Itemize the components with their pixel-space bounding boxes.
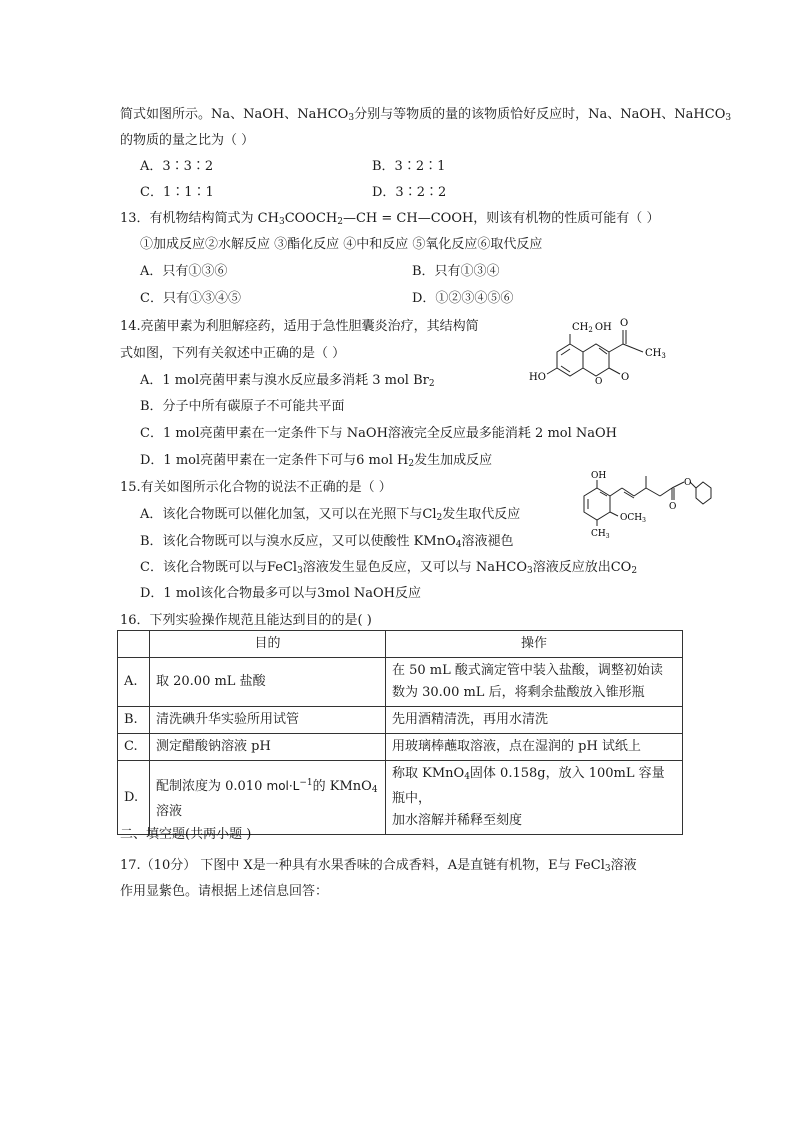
q16-stem: 16．下列实验操作规范且能达到目的的是( ) [120,613,372,628]
q12-option-d: D．3∶2∶2 [372,185,447,200]
row-purpose: 配制浓度为 0.010 $mol\cdot L^{-1}$的 KMnO$_4$ 溶液 [150,761,386,835]
svg-text:CH3: $CH_3$ [645,348,666,360]
table-cell [118,631,150,658]
table-row [118,761,683,835]
q17-line2: 作用显紫色。请根据上述信息回答： [120,884,329,899]
row-purpose: 取 20.00 mL 盐酸 [150,658,386,707]
q17-line1: 17.（10分） 下图中 X是一种具有水果香味的合成香料，A是直链有机物，E与 FeCl$_3$溶液 [120,858,637,874]
row-label: B. [118,707,150,734]
row-label: C. [118,734,150,761]
q16-table [117,630,683,835]
row-operation: 用玻璃棒蘸取溶液，点在湿润的 pH 试纸上 [386,734,683,761]
q12-line2: 的物质的量之比为（ ） [120,133,255,148]
row-operation: 称取 KMnO$_4$固体 0.158g，放入 100mL 容量瓶中， 加水溶解并稀释至刻度 [386,761,683,835]
svg-text:OH: OH [591,471,607,481]
row-label: A. [118,658,150,707]
q13-option-a: A．只有①③⑥ [140,264,228,279]
q15-stem: 15.有关如图所示化合物的说法不正确的是（ ） [120,480,392,495]
svg-text:O: O [621,372,630,383]
table-header-row [118,631,683,658]
q15-option-a: A．该化合物既可以催化加氢，又可以在光照下与$Cl_2$发生取代反应 [140,507,521,523]
q15-option-c: C．该化合物既可以与FeCl$_3$溶液发生显色反应，又可以与 NaHCO$_3$溶液反应放出$CO_2$ [140,560,638,576]
q12-line1: 简式如图所示。Na、NaOH、NaHCO$_3$分别与等物质的量的该物质恰好反应时，Na、NaOH、NaHCO$_3$ [120,107,732,123]
q13-option-c: C．只有①③④⑤ [140,291,241,306]
q13-option-d: D．①②③④⑤⑥ [412,291,514,306]
section-heading: 二、填空题(共两小题 ) [120,827,252,842]
row-operation: 先用酒精清洗，再用水清洗 [386,707,683,734]
q14-option-a: A．1 mol亮菌甲素与溴水反应最多消耗 3 mol $Br_2$ [140,373,435,389]
q15-option-d: D．1 mol该化合物最多可以与3mol NaOH反应 [140,586,421,601]
table-row [118,707,683,734]
q12-option-c: C．1∶1∶1 [140,185,214,200]
table-row [118,658,683,707]
q13-reactions: ①加成反应②水解反应 ③酯化反应 ④中和反应 ⑤氧化反应⑥取代反应 [140,237,543,252]
svg-text:CH2OH: $CH_2$ OH [572,322,612,334]
q15-option-b: B．该化合物既可以与溴水反应，又可以使酸性 KMnO$_4$溶液褪色 [140,534,514,550]
q14-option-c: C．1 mol亮菌甲素在一定条件下与 NaOH溶液完全反应最多能消耗 2 mol NaOH [140,426,618,441]
q14-stem-1: 14.亮菌甲素为利胆解痉药，适用于急性胆囊炎治疗，其结构简 [120,319,479,334]
svg-text:OCH3: $OCH_3$ [620,513,646,524]
q14-stem-2: 式如图，下列有关叙述中正确的是（ ） [120,346,346,361]
svg-text:HO: HO [529,372,546,383]
q13-stem: 13．有机物结构简式为 $CH_3COOCH_2—CH$ = CH—COOH，则该有机物的性质可能有（ ） [120,211,660,227]
svg-text:CH3: $CH_3$ [591,529,610,540]
svg-text:O: O [684,478,692,488]
svg-text:O: O [595,377,603,387]
q12-option-a: A．3∶3∶2 [140,159,214,174]
q14-structure-image [525,312,695,392]
svg-text:O: O [620,318,629,329]
q15-structure-image [572,468,717,540]
row-operation: 在 50 mL 酸式滴定管中装入盐酸，调整初始读 数为 30.00 mL 后，将剩余盐酸放入锥形瓶 [386,658,683,707]
header-operation: 操作 [386,631,683,658]
q12-option-b: B．3∶2∶1 [372,159,446,174]
q14-option-b: B．分子中所有碳原子不可能共平面 [140,399,345,414]
table-row [118,734,683,761]
q13-option-b: B．只有①③④ [412,264,500,279]
q14-option-d: D．1 mol亮菌甲素在一定条件下可与6 mol $H_2$发生加成反应 [140,453,493,469]
svg-text:O: O [669,502,677,512]
row-purpose: 清洗碘升华实验所用试管 [150,707,386,734]
header-purpose: 目的 [150,631,386,658]
row-label: D. [118,761,150,835]
row-purpose: 测定醋酸钠溶液 pH [150,734,386,761]
